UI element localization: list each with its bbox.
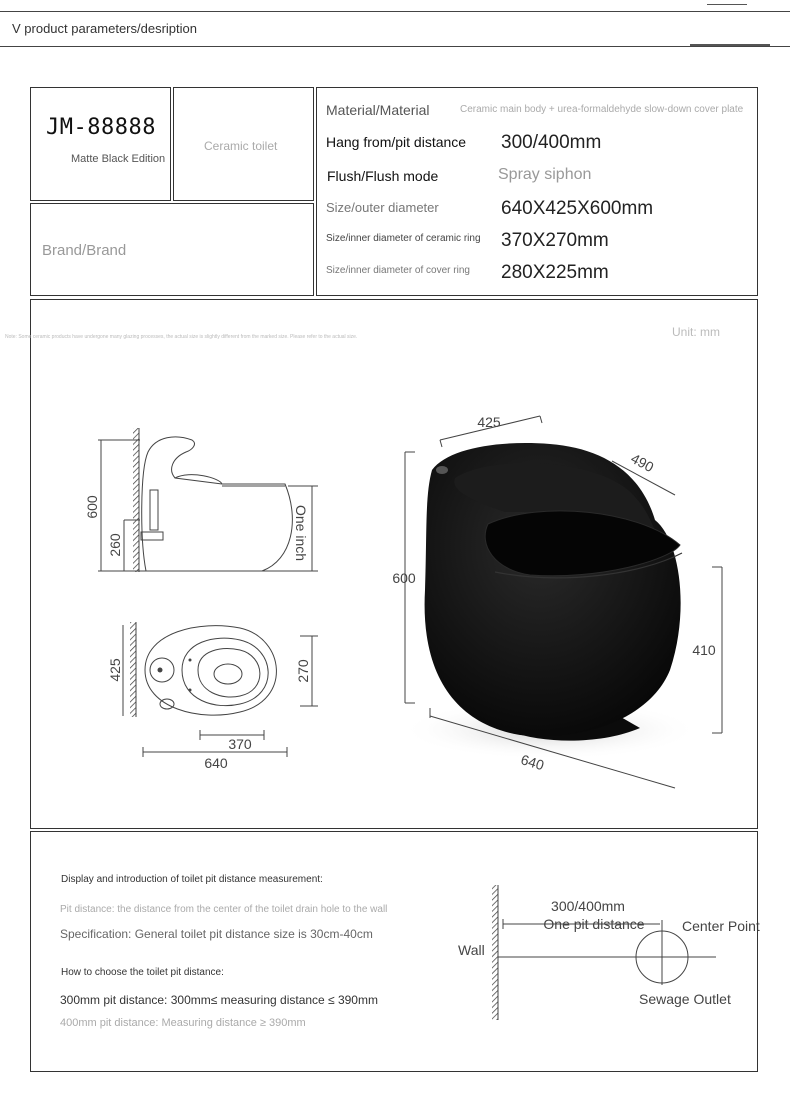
spec-value-pit: 300/400mm — [501, 132, 602, 153]
photo-height-label: 600 — [392, 570, 416, 586]
pit-figure-center: Center Point — [682, 918, 760, 934]
side-height-label: 600 — [84, 495, 100, 519]
toilet-photo — [400, 443, 700, 760]
pit-option-400: 400mm pit distance: Measuring distance ≥ 390mm — [60, 1017, 306, 1029]
top-view-drawing — [123, 622, 318, 757]
pit-figure-distance: 300/400mm — [551, 898, 625, 914]
product-type: Ceramic toilet — [204, 139, 278, 153]
top-ring-width-label: 270 — [295, 659, 311, 683]
photo-seat-height-label: 410 — [692, 642, 716, 658]
product-model: JM-88888 — [46, 115, 156, 140]
pit-choose-title: How to choose the toilet pit distance: — [61, 967, 224, 978]
side-inlet-label: One inch — [293, 504, 309, 562]
spec-label-material: Material/Material — [326, 102, 430, 118]
pit-figure-wall: Wall — [458, 942, 485, 958]
pit-option-300: 300mm pit distance: 300mm≤ measuring distance ≤ 390mm — [60, 993, 378, 1007]
photo-depth-label: 490 — [628, 450, 657, 476]
pit-definition: Pit distance: the distance from the center of the toilet drain hole to the wall — [60, 904, 388, 915]
spec-value-ceramic-ring: 370X270mm — [501, 230, 609, 251]
spec-value-material: Ceramic main body + urea-formaldehyde slow-down cover plate — [460, 104, 744, 115]
product-edition: Matte Black Edition — [71, 153, 166, 165]
photo-top-width-label: 425 — [477, 414, 501, 430]
top-width-label: 425 — [107, 658, 123, 682]
spec-label-ceramic-ring: Size/inner diameter of ceramic ring — [326, 233, 481, 244]
spec-value-outer: 640X425X600mm — [501, 198, 654, 219]
photo-length-label: 640 — [518, 751, 546, 774]
unit-label: Unit: mm — [672, 325, 720, 339]
header-title: V product parameters/desription — [12, 21, 197, 36]
pit-figure-distance-label: One pit distance — [543, 916, 645, 932]
spec-label-pit: Hang from/pit distance — [326, 134, 467, 150]
spec-label-cover-ring: Size/inner diameter of cover ring — [326, 265, 470, 276]
pit-title: Display and introduction of toilet pit distance measurement: — [61, 874, 323, 885]
top-ring-length-label: 370 — [228, 736, 252, 752]
side-pit-height-label: 260 — [107, 533, 123, 557]
pit-specification: Specification: General toilet pit distance size is 30cm-40cm — [60, 927, 373, 941]
spec-value-cover-ring: 280X225mm — [501, 262, 609, 283]
top-length-label: 640 — [204, 755, 228, 771]
spec-label-outer: Size/outer diameter — [326, 200, 439, 215]
spec-value-flush: Spray siphon — [498, 166, 592, 183]
pit-figure-outlet: Sewage Outlet — [639, 991, 731, 1007]
spec-label-flush: Flush/Flush mode — [327, 168, 439, 184]
side-view-drawing — [98, 428, 318, 572]
brand-label: Brand/Brand — [42, 242, 127, 259]
size-note: Note: Some ceramic products have undergone many glazing processes, the actual size is slightly different from the marked size. Please refer to the actual size. — [5, 334, 358, 340]
pit-panel — [30, 831, 758, 1072]
